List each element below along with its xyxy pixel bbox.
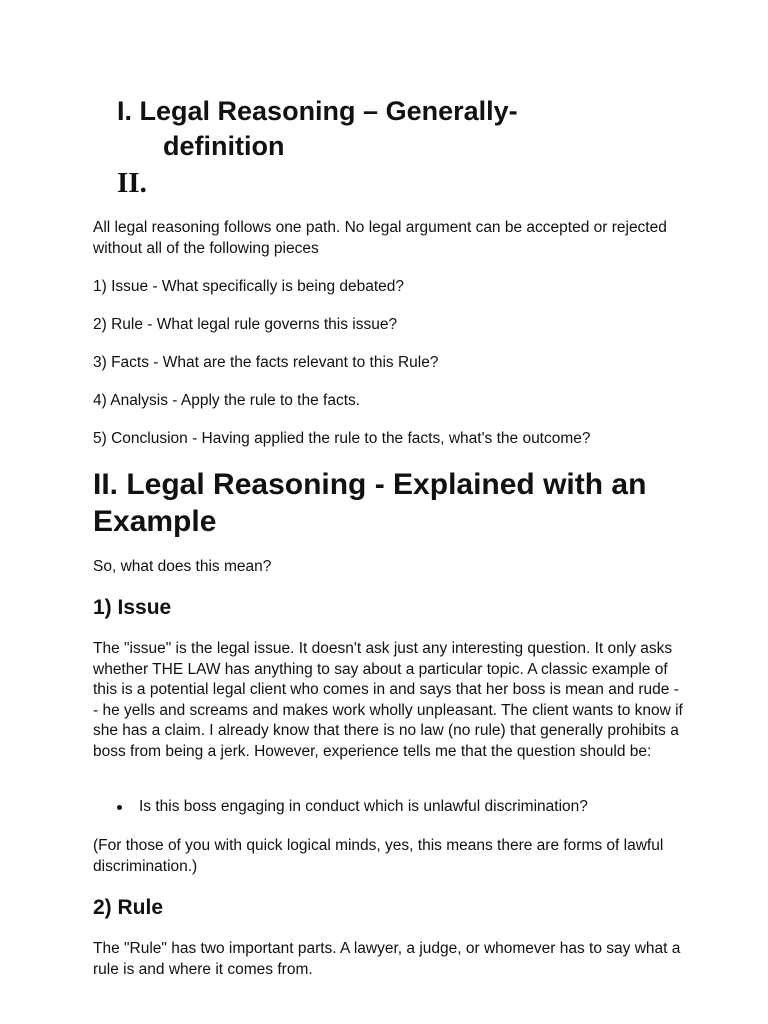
bullet-icon <box>117 805 122 810</box>
so-what-paragraph: So, what does this mean? <box>93 558 272 575</box>
heading-line-1: I. Legal Reasoning – Generally- <box>117 96 518 126</box>
intro-paragraph: All legal reasoning follows one path. No legal argument can be accepted or rejected without all of the following pieces <box>93 219 667 257</box>
heading-rule: 2) Rule <box>93 896 164 919</box>
issue-bullet-list <box>93 797 693 818</box>
step-issue: 1) Issue - What specifically is being debated? <box>93 278 405 295</box>
rule-paragraph: The "Rule" has two important parts. A lawyer, a judge, or whomever has to say what a rule is and where it comes from. <box>93 940 681 978</box>
step-facts: 3) Facts - What are the facts relevant to this Rule? <box>93 354 439 371</box>
list-item <box>93 797 693 818</box>
issue-note-paragraph: (For those of you with quick logical minds, yes, this means there are forms of lawful discrimination.) <box>93 837 664 875</box>
step-analysis: 4) Analysis - Apply the rule to the facts. <box>93 392 361 409</box>
roman-numeral-ii: II. <box>117 167 147 199</box>
heading-explained-with-example: II. Legal Reasoning - Explained with an Example <box>93 468 647 538</box>
step-rule: 2) Rule - What legal rule governs this issue? <box>93 316 398 333</box>
issue-paragraph: The "issue" is the legal issue. It doesn't ask just any interesting question. It only asks whether THE LAW has anything to say about a particular topic. A classic example of this is a potential legal client who comes in and says that her boss is mean and rude -- he yells and screams and makes work wholly unpleasant. The client wants to know if she has a claim. I already know that there is no law (no rule) that generally prohibits a boss from being a jerk. However, experience tells me that the question should be: <box>93 640 683 760</box>
heading-legal-reasoning-generally <box>117 94 637 164</box>
heading-line-2: definition <box>163 131 285 161</box>
heading-issue: 1) Issue <box>93 596 172 619</box>
bullet-text: Is this boss engaging in conduct which is unlawful discrimination? <box>139 798 588 815</box>
step-conclusion: 5) Conclusion - Having applied the rule to the facts, what's the outcome? <box>93 430 591 447</box>
